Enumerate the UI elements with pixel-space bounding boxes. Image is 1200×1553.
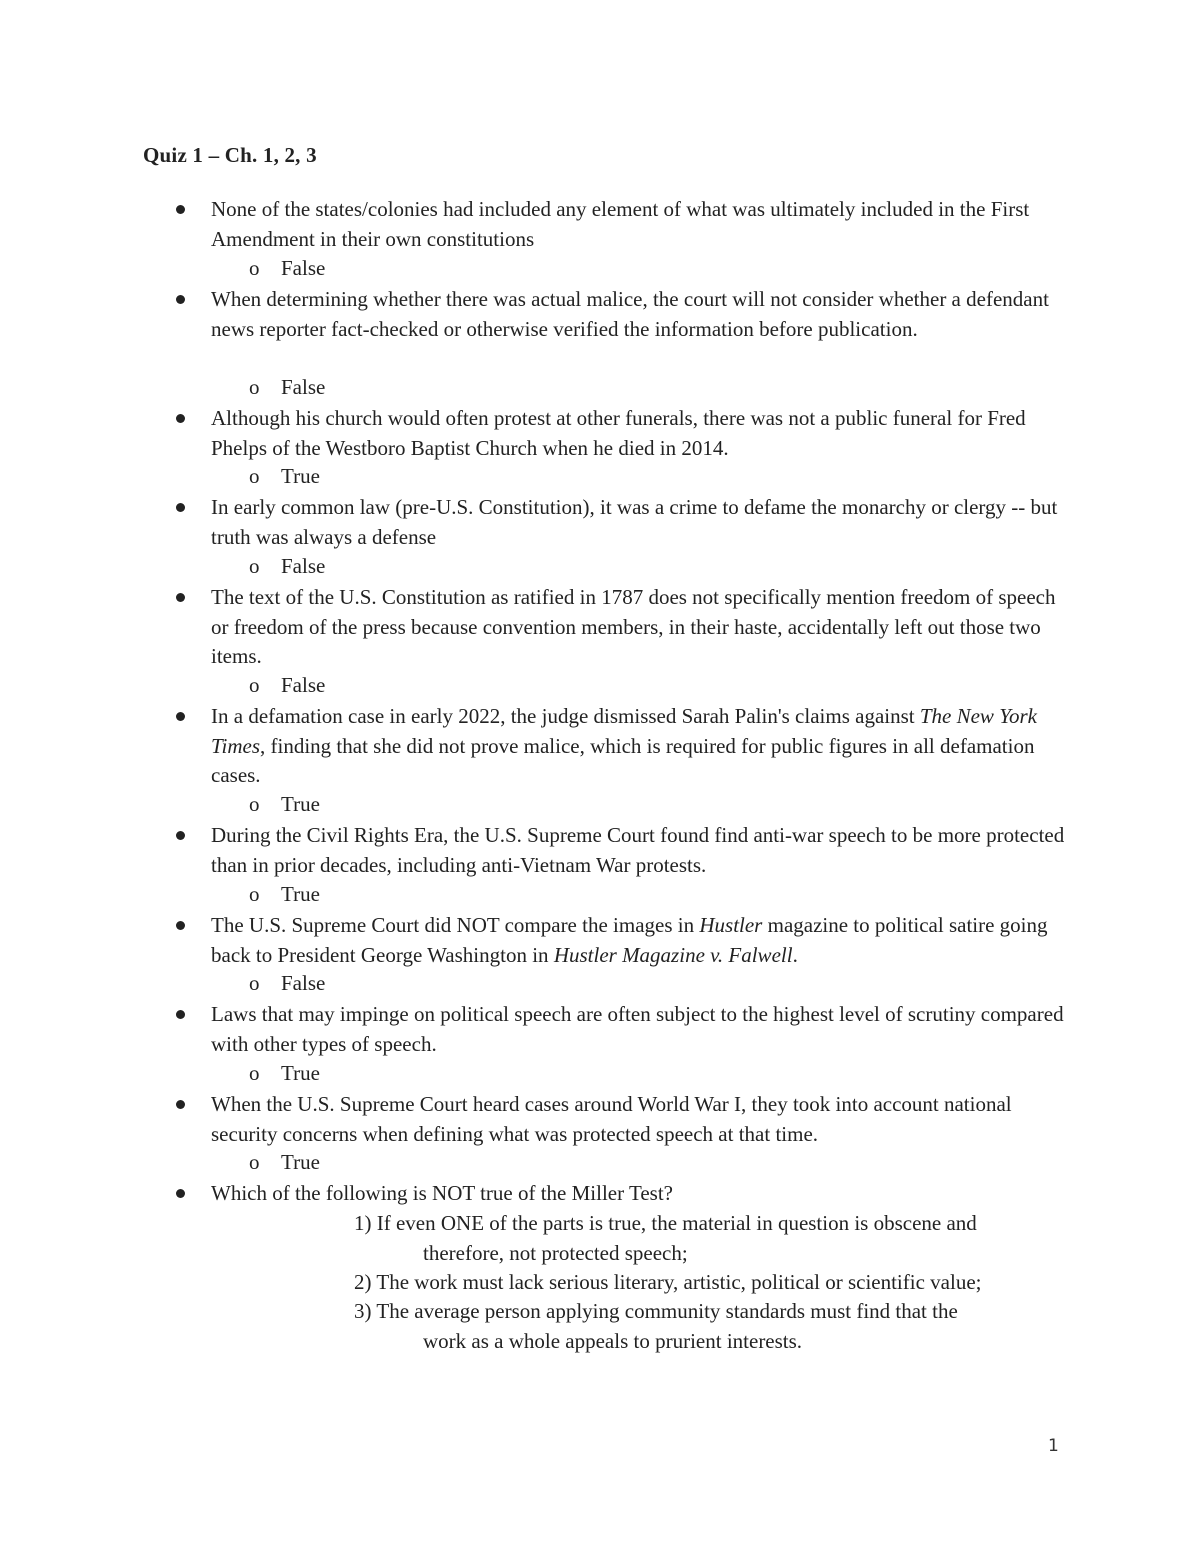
bullet-icon <box>176 593 185 602</box>
answer-marker: o <box>249 1150 260 1174</box>
answer-marker: o <box>249 554 260 578</box>
bullet-icon <box>176 921 185 930</box>
answer-7 <box>249 880 320 910</box>
question-2: When determining whether there was actual malice, the court will not consider whether a defendant news reporter fact-checked or otherwise verified the information before publication. <box>211 287 1049 341</box>
answer-marker: o <box>249 256 260 280</box>
question-6 <box>211 702 1071 791</box>
question-1: None of the states/colonies had included any element of what was ultimately included in the First Amendment in their own constitutions <box>211 197 1030 251</box>
bullet-icon <box>176 1189 185 1198</box>
option-text: 2) The work must lack serious literary, artistic, political or scientific value; <box>354 1270 982 1294</box>
page-title: Quiz 1 – Ch. 1, 2, 3 <box>143 143 317 167</box>
answer-text: True <box>281 464 320 488</box>
publication-title: Hustler <box>699 913 763 937</box>
answer-text: False <box>281 554 326 578</box>
question-text: The U.S. Supreme Court did NOT compare the images in <box>211 913 700 937</box>
answer-text: True <box>281 1061 320 1085</box>
question-text: . <box>792 942 798 967</box>
option-text: therefore, not protected speech; <box>423 1240 688 1265</box>
answer-2 <box>249 373 325 403</box>
question-text: , finding that she did not prove malice, which is required for public figures in all defamation cases. <box>211 733 1035 788</box>
question-8 <box>211 911 1071 970</box>
answer-6 <box>249 790 320 820</box>
answer-marker: o <box>249 882 260 906</box>
question-text: magazine to political satire going back to President George Washington in <box>211 913 1048 967</box>
answer-marker: o <box>249 792 260 816</box>
question-5: The text of the U.S. Constitution as ratified in 1787 does not specifically mention freedom of speech or freedom of the press because convention members, in their haste, accidentally left out those two items. <box>211 585 1056 669</box>
question-3: Although his church would often protest at other funerals, there was not a public funeral for Fred Phelps of the Westboro Baptist Church when he died in 2014. <box>211 406 1026 460</box>
bullet-icon <box>176 295 185 304</box>
option-text: 3) The average person applying community standards must find that the <box>354 1299 958 1323</box>
answer-marker: o <box>249 971 260 995</box>
answer-text: False <box>281 673 326 697</box>
bullet-icon <box>176 503 185 512</box>
answer-4 <box>249 552 325 582</box>
option-2 <box>354 1268 1074 1298</box>
answer-text: True <box>281 882 320 906</box>
publication-title: The New York Times <box>211 704 1037 758</box>
bullet-icon <box>176 1010 185 1019</box>
question-10: When the U.S. Supreme Court heard cases around World War I, they took into account national security concerns when defining what was protected speech at that time. <box>211 1092 1012 1146</box>
answer-marker: o <box>249 464 260 488</box>
question-11: Which of the following is NOT true of the Miller Test? <box>211 1181 673 1205</box>
answer-text: False <box>281 375 326 399</box>
answer-8 <box>249 969 325 999</box>
bullet-icon <box>176 831 185 840</box>
answer-marker: o <box>249 673 260 697</box>
answer-marker: o <box>249 375 260 399</box>
bullet-icon <box>176 712 185 721</box>
answer-text: False <box>281 971 326 995</box>
question-text: In a defamation case in early 2022, the judge dismissed Sarah Palin's claims against <box>211 704 920 728</box>
answer-marker: o <box>249 1061 260 1085</box>
bullet-icon <box>176 205 185 214</box>
case-name: Hustler Magazine v. Falwell <box>553 942 793 967</box>
question-9: Laws that may impinge on political speech are often subject to the highest level of scrutiny compared with other types of speech. <box>211 1002 1064 1056</box>
question-7: During the Civil Rights Era, the U.S. Supreme Court found find anti-war speech to be more protected than in prior decades, including anti-Vietnam War protests. <box>211 823 1065 877</box>
answer-text: True <box>281 792 320 816</box>
page-number: 1 <box>1048 1436 1059 1456</box>
bullet-icon <box>176 1100 185 1109</box>
answer-text: False <box>281 256 326 280</box>
answer-3 <box>249 462 320 492</box>
bullet-icon <box>176 414 185 423</box>
answer-text: True <box>281 1150 320 1174</box>
option-text: work as a whole appeals to prurient interests. <box>423 1328 803 1353</box>
option-text: 1) If even ONE of the parts is true, the material in question is obscene and <box>354 1211 977 1235</box>
answer-10 <box>249 1148 320 1178</box>
option-3 <box>354 1297 1074 1356</box>
question-4: In early common law (pre-U.S. Constitution), it was a crime to defame the monarchy or clergy -- but truth was always a defense <box>211 495 1058 549</box>
option-1 <box>354 1209 1074 1268</box>
answer-9 <box>249 1059 320 1089</box>
answer-5 <box>249 671 325 701</box>
answer-1 <box>249 254 325 284</box>
